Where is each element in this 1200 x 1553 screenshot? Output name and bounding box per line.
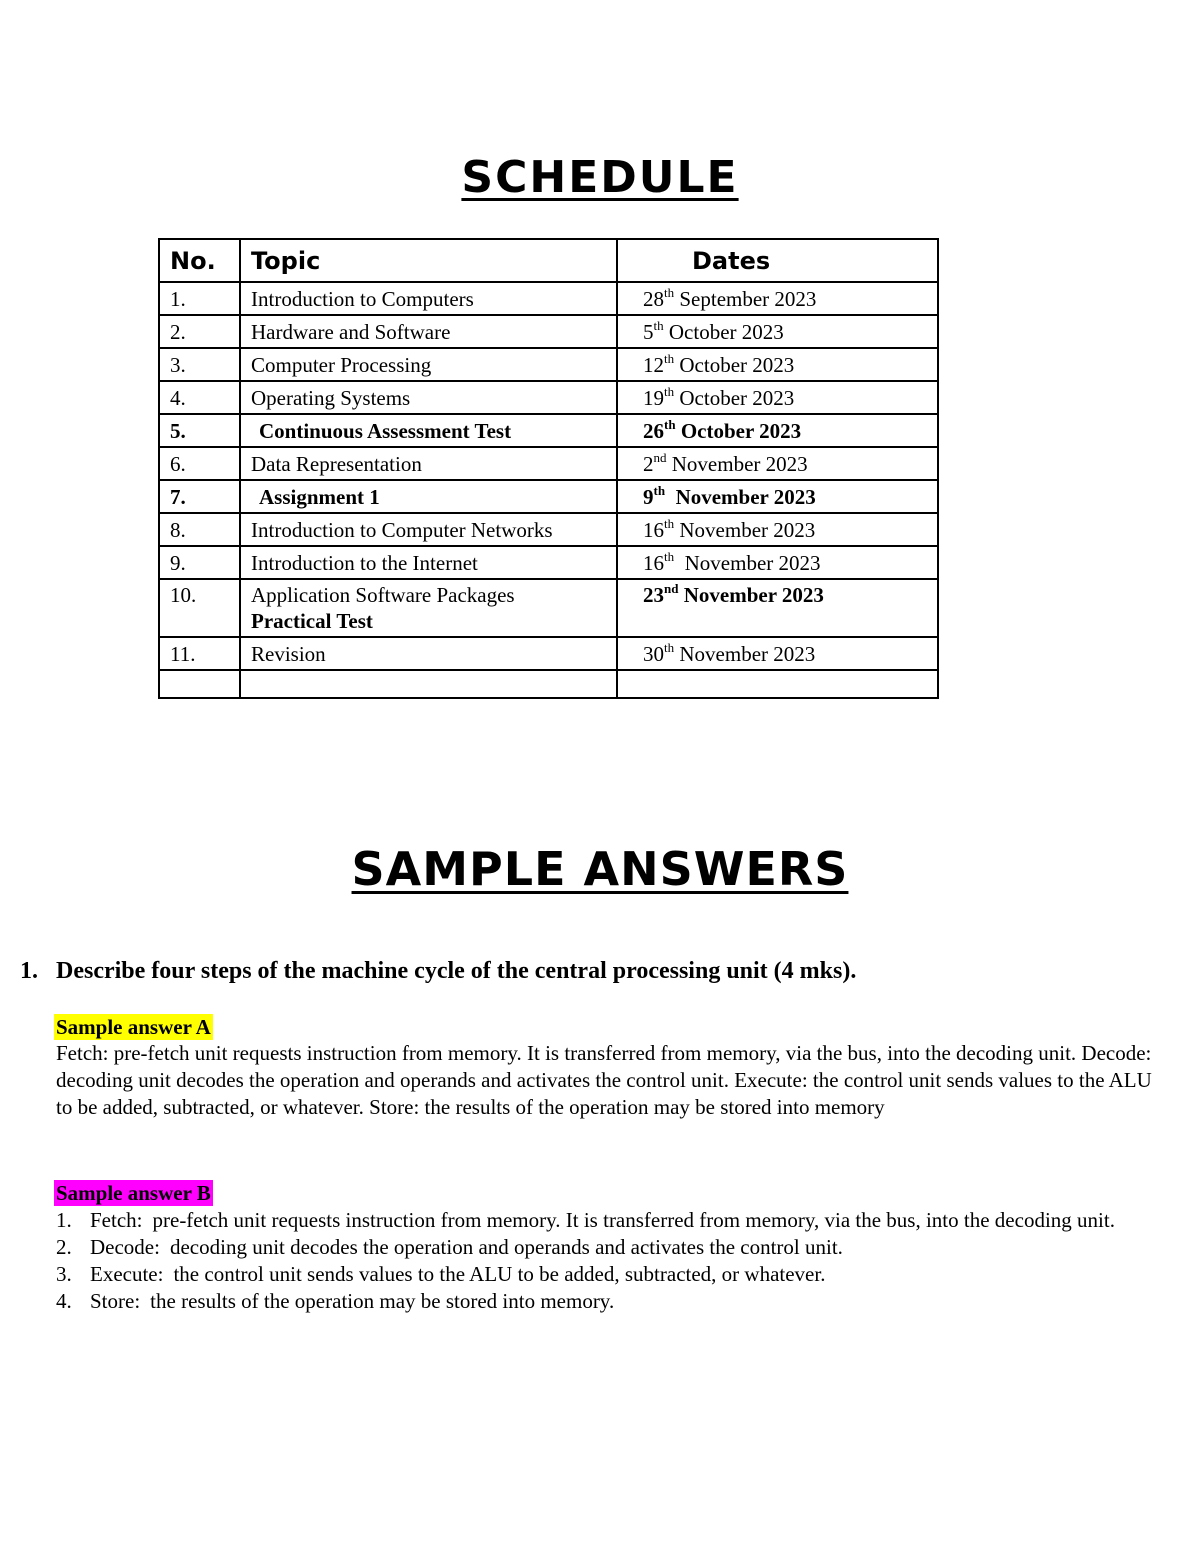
sample-answer-b-label: Sample answer B <box>56 1181 211 1205</box>
date-rest: October 2023 <box>674 385 795 410</box>
step-term: Store: <box>90 1289 141 1313</box>
row-number: 1. <box>159 282 240 315</box>
date-suffix: th <box>664 548 675 564</box>
row-number: 5. <box>159 414 240 447</box>
date-day: 12 <box>643 352 664 377</box>
step-term: Fetch: <box>90 1208 143 1232</box>
row-date <box>617 480 938 513</box>
date-suffix: th <box>664 416 676 432</box>
row-topic: Assignment 1 <box>240 480 617 513</box>
table-row <box>159 447 938 480</box>
step-text: the results of the operation may be stored into memory. <box>150 1289 615 1313</box>
list-item <box>56 1288 1156 1315</box>
date-day: 2 <box>643 451 654 476</box>
row-date <box>617 447 938 480</box>
date-day: 26 <box>643 418 664 443</box>
date-suffix: nd <box>664 581 679 596</box>
row-topic: Introduction to Computers <box>240 282 617 315</box>
step-text: the control unit sends values to the ALU to be added, subtracted, or whatever. <box>173 1262 826 1286</box>
date-day: 30 <box>643 641 664 666</box>
question <box>20 958 1180 985</box>
row-number: 10. <box>159 579 240 637</box>
table-row <box>159 480 938 513</box>
table-row <box>159 513 938 546</box>
row-number: 11. <box>159 637 240 670</box>
row-topic: Hardware and Software <box>240 315 617 348</box>
sample-answers-title: SAMPLE ANSWERS <box>351 842 849 896</box>
list-number: 3. <box>56 1262 72 1286</box>
list-number: 2. <box>56 1235 72 1259</box>
date-rest: September 2023 <box>674 286 817 311</box>
date-suffix: th <box>653 482 666 498</box>
date-rest: November 2023 <box>665 484 816 509</box>
row-number: 4. <box>159 381 240 414</box>
date-day: 16 <box>643 517 664 542</box>
row-topic: Data Representation <box>240 447 617 480</box>
table-row <box>159 315 938 348</box>
row-topic: Computer Processing <box>240 348 617 381</box>
empty-cell <box>617 670 938 698</box>
row-topic-line2: Practical Test <box>251 609 373 633</box>
date-rest: November 2023 <box>674 550 821 575</box>
date-rest: November 2023 <box>678 583 824 607</box>
list-number: 1. <box>56 1208 72 1232</box>
date-day: 9 <box>643 484 654 509</box>
row-date <box>617 513 938 546</box>
row-topic: Introduction to Computer Networks <box>240 513 617 546</box>
row-number: 9. <box>159 546 240 579</box>
date-suffix: th <box>664 383 675 399</box>
row-date <box>617 546 938 579</box>
row-topic: Operating Systems <box>240 381 617 414</box>
date-day: 28 <box>643 286 664 311</box>
table-header-row <box>159 239 938 282</box>
table-row <box>159 546 938 579</box>
table-row <box>159 414 938 447</box>
sample-answer-a-text: Fetch: pre-fetch unit requests instruction from memory. It is transferred from memory, via the bus, into the decoding unit. Decode: decoding unit decodes the operation and operands and activates the control unit. Execute: the control unit sends values to the ALU to be added, subtracted, or whatever. Store: the results of the operation may be stored into memory <box>56 1041 1152 1119</box>
question-number: 1. <box>20 958 38 984</box>
schedule-table <box>158 238 939 699</box>
row-date <box>617 348 938 381</box>
row-number: 3. <box>159 348 240 381</box>
step-text: decoding unit decodes the operation and operands and activates the control unit. <box>169 1235 843 1259</box>
header-topic: Topic <box>240 239 617 282</box>
list-item <box>56 1234 1156 1261</box>
row-number: 8. <box>159 513 240 546</box>
row-topic-line1: Application Software Packages <box>251 583 515 607</box>
row-topic: Introduction to the Internet <box>240 546 617 579</box>
row-date <box>617 282 938 315</box>
header-dates: Dates <box>617 239 938 282</box>
sample-answer-a-label: Sample answer A <box>56 1015 211 1039</box>
step-term: Decode: <box>90 1235 160 1259</box>
question-text: Describe four steps of the machine cycle of the central processing unit (4 mks). <box>56 958 857 984</box>
table-row <box>159 282 938 315</box>
date-rest: October 2023 <box>675 418 802 443</box>
row-number: 2. <box>159 315 240 348</box>
date-day: 5 <box>643 319 654 344</box>
row-number: 6. <box>159 447 240 480</box>
row-date <box>617 414 938 447</box>
row-topic <box>240 579 617 637</box>
date-suffix: nd <box>653 449 667 465</box>
empty-cell <box>240 670 617 698</box>
empty-cell <box>159 670 240 698</box>
date-day: 16 <box>643 550 664 575</box>
list-item <box>56 1207 1156 1234</box>
table-row-empty <box>159 670 938 698</box>
schedule-title: SCHEDULE <box>461 152 739 203</box>
step-text: pre-fetch unit requests instruction from memory. It is transferred from memory, via the bus, into the decoding unit. <box>152 1208 1115 1232</box>
row-date <box>617 381 938 414</box>
date-suffix: th <box>664 350 675 366</box>
date-day: 19 <box>643 385 664 410</box>
date-suffix: th <box>664 515 675 531</box>
row-topic: Revision <box>240 637 617 670</box>
date-rest: November 2023 <box>666 451 808 476</box>
row-date <box>617 637 938 670</box>
list-number: 4. <box>56 1289 72 1313</box>
date-rest: October 2023 <box>674 352 795 377</box>
list-item <box>56 1261 1156 1288</box>
row-date <box>617 315 938 348</box>
date-rest: October 2023 <box>663 319 784 344</box>
date-suffix: th <box>664 284 675 300</box>
date-rest: November 2023 <box>674 517 816 542</box>
sample-answer-b-list <box>56 1207 1156 1315</box>
date-rest: November 2023 <box>674 641 816 666</box>
date-day: 23 <box>643 583 664 607</box>
table-row <box>159 637 938 670</box>
row-number: 7. <box>159 480 240 513</box>
table-row <box>159 381 938 414</box>
date-suffix: th <box>653 317 664 333</box>
date-suffix: th <box>664 639 675 655</box>
table-row <box>159 579 938 637</box>
header-no: No. <box>159 239 240 282</box>
table-row <box>159 348 938 381</box>
step-term: Execute: <box>90 1262 164 1286</box>
row-date <box>617 579 938 637</box>
row-topic: Continuous Assessment Test <box>240 414 617 447</box>
